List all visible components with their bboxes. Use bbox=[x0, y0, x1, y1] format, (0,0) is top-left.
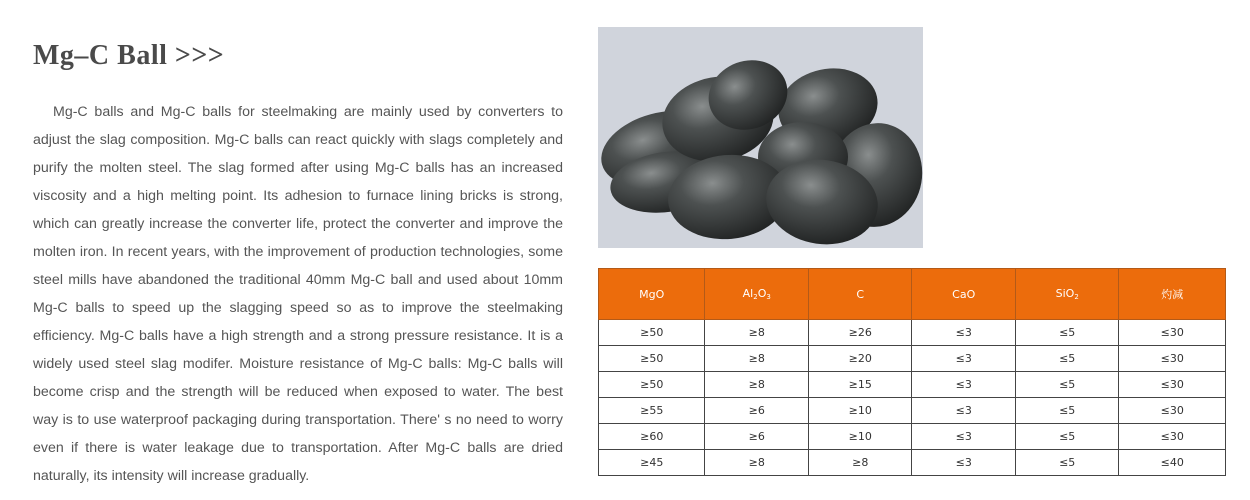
table-cell: ≥8 bbox=[705, 372, 809, 398]
table-cell: ≤5 bbox=[1015, 398, 1118, 424]
table-cell: ≥6 bbox=[705, 424, 809, 450]
table-cell: ≥8 bbox=[705, 346, 809, 372]
table-cell: ≤30 bbox=[1119, 320, 1226, 346]
product-description: Mg-C balls and Mg-C balls for steelmaking are mainly used by converters to adjust the slag composition. Mg-C balls can react quickly with slags completely and purify the molten steel. The slag formed after using Mg-C balls has an increased viscosity and a high melting point. Its adhesion to furnace lining bricks is strong, which can greatly increase the converter life, protect the converter and improve the molten iron. In recent years, with the improvement of production technologies, some steel mills have abandoned the traditional 40mm Mg-C ball and used about 10mm Mg-C balls to speed up the slagging speed so as to improve the steelmaking efficiency. Mg-C balls have a high strength and a strong pressure resistance. It is a widely used steel slag modifer. Moisture resistance of Mg-C balls: Mg-C balls will become crisp and the strength will be reduced when exposed to water. The best way is to use waterproof packaging during transportation. There' s no need to worry even if there is water leakage due to transportation. After Mg-C balls are dried naturally, its intensity will increase gradually. bbox=[33, 104, 563, 484]
table-row bbox=[599, 450, 1226, 476]
table-cell: ≤30 bbox=[1119, 372, 1226, 398]
col-header-c: C bbox=[809, 269, 912, 320]
table-cell: ≤30 bbox=[1119, 346, 1226, 372]
table-row bbox=[599, 398, 1226, 424]
table-cell: ≥26 bbox=[809, 320, 912, 346]
table-row bbox=[599, 424, 1226, 450]
col-header-al2o3: $Al_2O_3$ bbox=[705, 269, 809, 320]
table-cell: ≤5 bbox=[1015, 320, 1118, 346]
table-cell: ≥60 bbox=[599, 424, 705, 450]
table-cell: ≥50 bbox=[599, 372, 705, 398]
table-cell: ≤5 bbox=[1015, 372, 1118, 398]
table-cell: ≤3 bbox=[912, 424, 1015, 450]
table-cell: ≤3 bbox=[912, 372, 1015, 398]
col-header-cao: CaO bbox=[912, 269, 1015, 320]
table-cell: ≤5 bbox=[1015, 450, 1118, 476]
col-header-loss-on-ignition: 灼减 bbox=[1119, 269, 1226, 320]
table-cell: ≥20 bbox=[809, 346, 912, 372]
page-title: Mg–C Ball >>> bbox=[33, 40, 225, 71]
mg-c-balls-image bbox=[598, 27, 923, 248]
table-cell: ≤30 bbox=[1119, 398, 1226, 424]
table-cell: ≤5 bbox=[1015, 346, 1118, 372]
table-cell: ≥8 bbox=[705, 320, 809, 346]
table-cell: ≥10 bbox=[809, 398, 912, 424]
table-cell: ≥50 bbox=[599, 346, 705, 372]
table-cell: ≥8 bbox=[705, 450, 809, 476]
table-cell: ≥8 bbox=[809, 450, 912, 476]
table-row bbox=[599, 346, 1226, 372]
table-cell: ≤3 bbox=[912, 450, 1015, 476]
col-header-mgo: MgO bbox=[599, 269, 705, 320]
table-cell: ≥10 bbox=[809, 424, 912, 450]
table-cell: ≤5 bbox=[1015, 424, 1118, 450]
table-header-row bbox=[599, 269, 1226, 320]
table-row bbox=[599, 372, 1226, 398]
product-photo bbox=[598, 27, 923, 248]
composition-table bbox=[598, 268, 1226, 476]
table-cell: ≥15 bbox=[809, 372, 912, 398]
table-cell: ≥50 bbox=[599, 320, 705, 346]
table-cell: ≥6 bbox=[705, 398, 809, 424]
table-cell: ≤30 bbox=[1119, 424, 1226, 450]
col-header-sio2: SiO$_2$ bbox=[1015, 269, 1118, 320]
table-cell: ≤3 bbox=[912, 320, 1015, 346]
table-cell: ≤3 bbox=[912, 346, 1015, 372]
table-cell: ≤3 bbox=[912, 398, 1015, 424]
table-cell: ≥45 bbox=[599, 450, 705, 476]
table-cell: ≤40 bbox=[1119, 450, 1226, 476]
table-cell: ≥55 bbox=[599, 398, 705, 424]
table-row bbox=[599, 320, 1226, 346]
